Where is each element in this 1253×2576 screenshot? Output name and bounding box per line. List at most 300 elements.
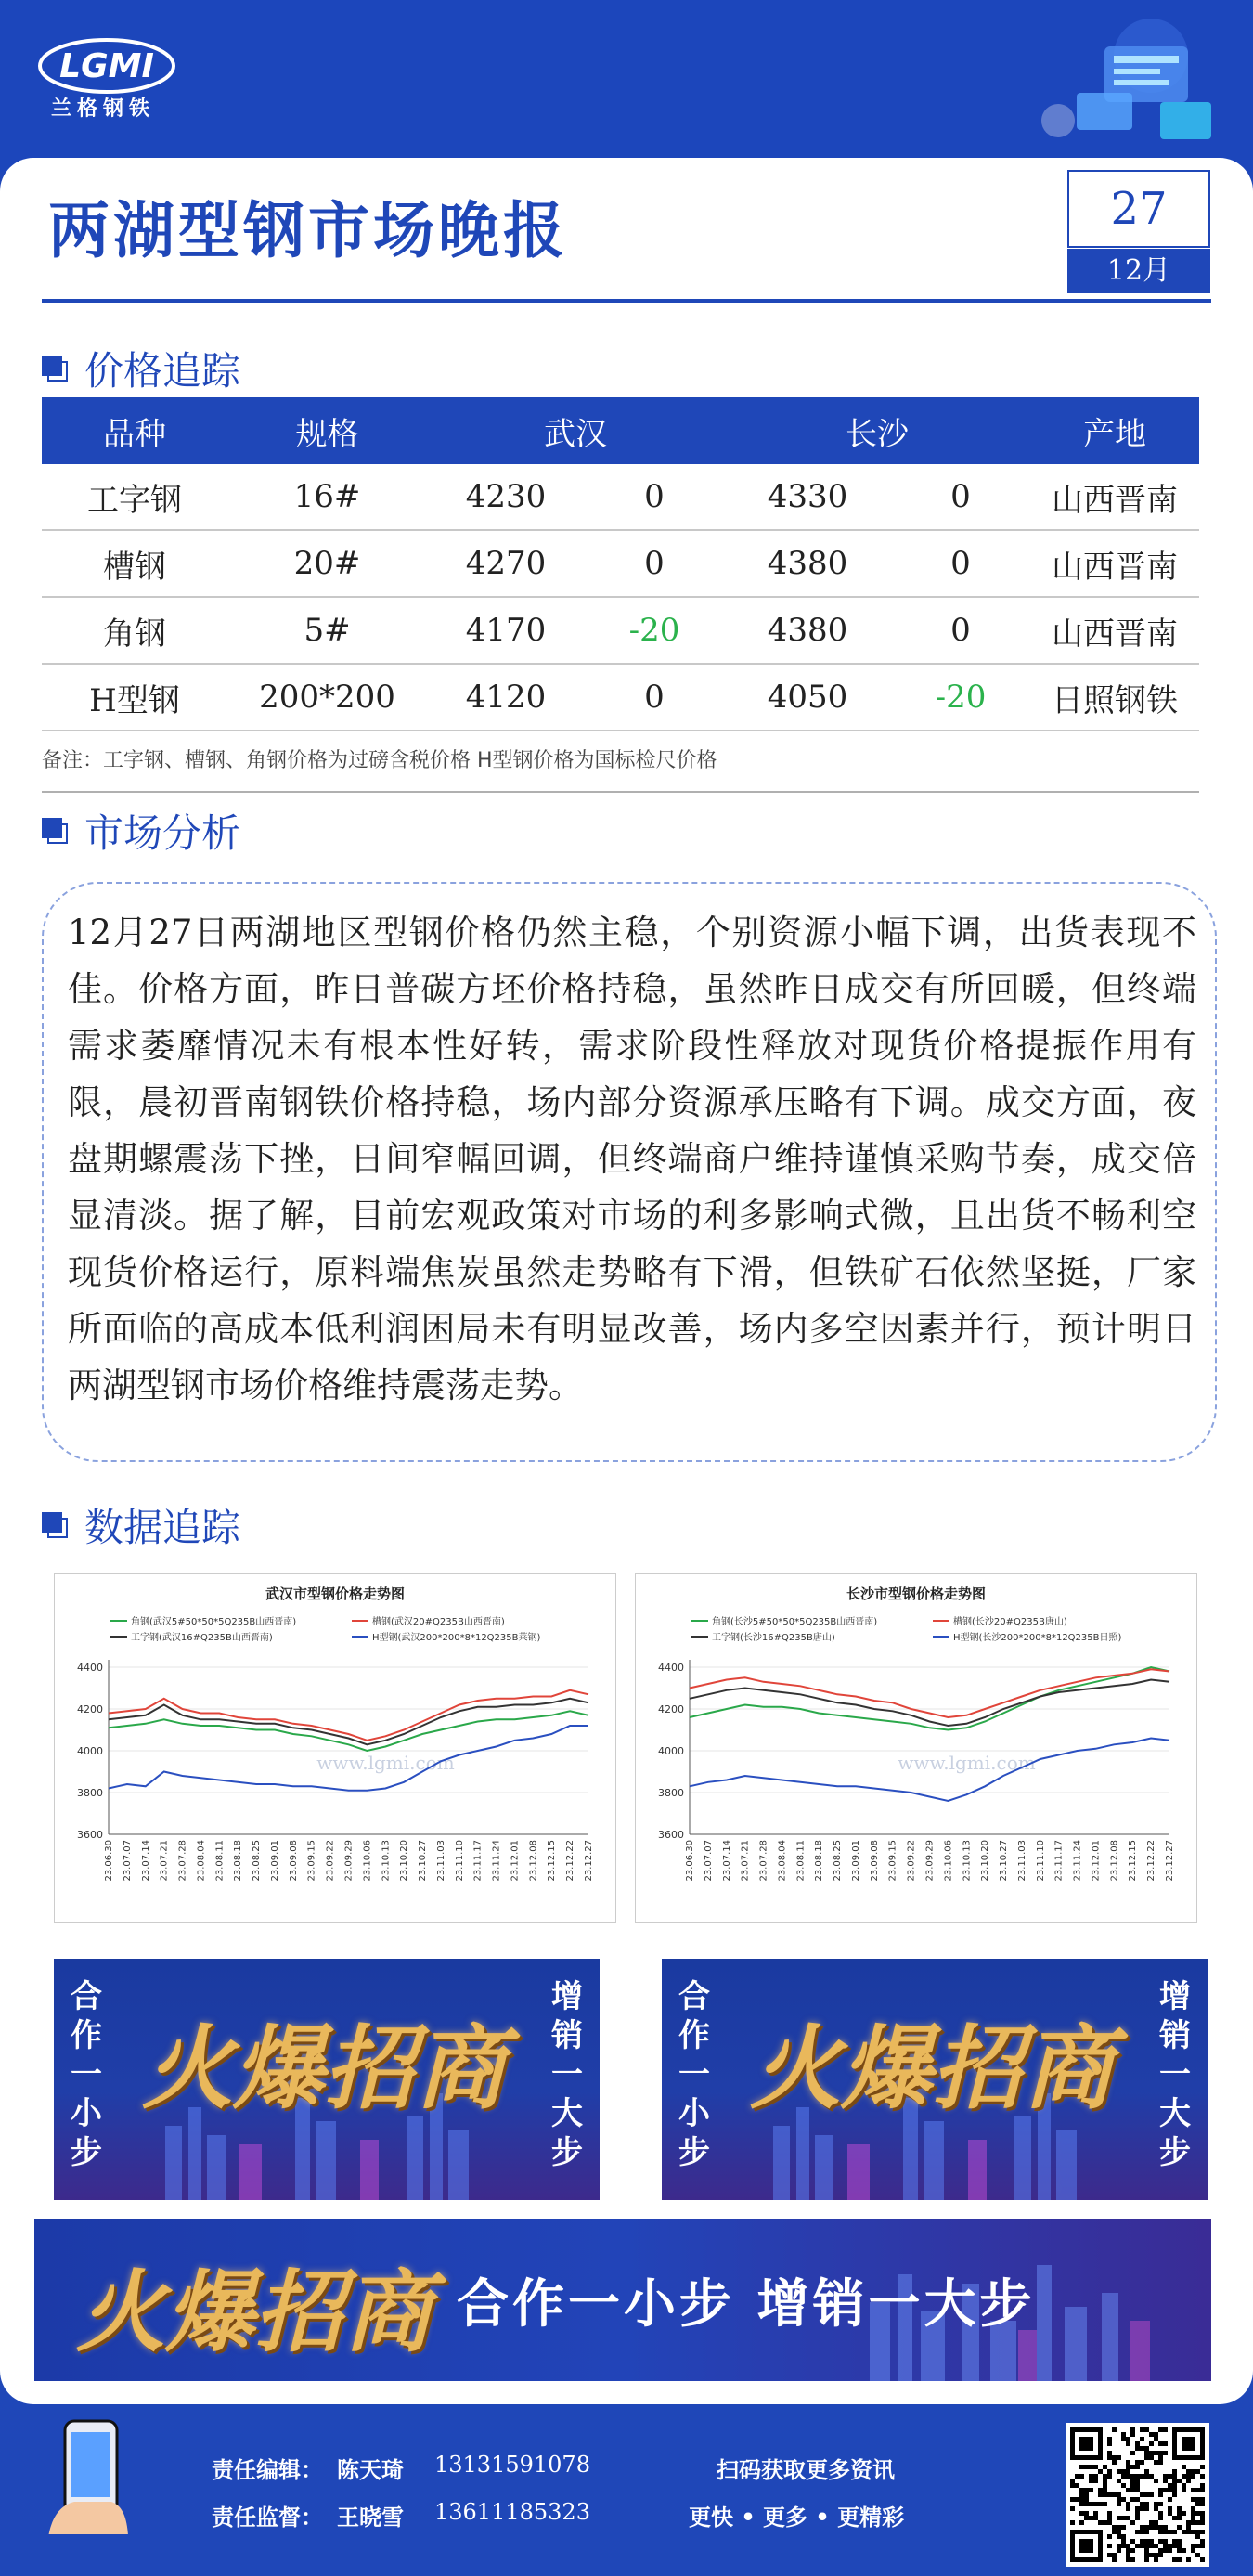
qr-module — [1103, 2483, 1107, 2488]
qr-module — [1182, 2465, 1186, 2469]
qr-module — [1135, 2479, 1140, 2483]
qr-module — [1168, 2506, 1172, 2511]
qr-finder — [1182, 2437, 1195, 2451]
cell-spec: 20# — [227, 530, 427, 597]
qr-module — [1140, 2474, 1144, 2479]
qr-module — [1089, 2502, 1093, 2506]
qr-module — [1182, 2474, 1186, 2479]
cell-origin: 山西晋南 — [1030, 530, 1199, 597]
cell-changsha-change: 0 — [891, 530, 1030, 597]
qr-module — [1126, 2441, 1130, 2446]
qr-module — [1140, 2446, 1144, 2451]
qr-module — [1191, 2469, 1195, 2474]
section-square-icon — [42, 818, 68, 844]
qr-module — [1144, 2525, 1149, 2530]
qr-module — [1172, 2544, 1177, 2548]
y-tick-label: 4400 — [77, 1662, 103, 1674]
vertical-text-left: 合作一小步 — [71, 1978, 102, 2171]
cell-wuhan-price: 4230 — [427, 464, 585, 530]
qr-module — [1182, 2483, 1186, 2488]
qr-module — [1144, 2469, 1149, 2474]
qr-module — [1163, 2488, 1168, 2492]
qr-module — [1144, 2446, 1149, 2451]
qr-module — [1172, 2474, 1177, 2479]
qr-module — [1163, 2441, 1168, 2446]
qr-module — [1121, 2534, 1126, 2539]
qr-module — [1191, 2488, 1195, 2492]
x-tick-label: 23.10.13 — [962, 1840, 973, 1882]
cell-wuhan-change: 0 — [585, 664, 724, 731]
qr-module — [1112, 2492, 1117, 2497]
qr-module — [1130, 2520, 1135, 2525]
table-row — [42, 530, 1199, 597]
x-tick-label: 23.06.30 — [685, 1840, 695, 1882]
x-tick-label: 23.10.27 — [999, 1840, 1010, 1882]
qr-module — [1182, 2511, 1186, 2516]
qr-code[interactable] — [1066, 2423, 1209, 2567]
qr-module — [1200, 2520, 1205, 2525]
qr-module — [1144, 2474, 1149, 2479]
qr-module — [1200, 2539, 1205, 2544]
cell-origin: 山西晋南 — [1030, 464, 1199, 530]
qr-module — [1126, 2502, 1130, 2506]
qr-module — [1144, 2548, 1149, 2553]
cell-wuhan-change: 0 — [585, 530, 724, 597]
qr-module — [1107, 2520, 1112, 2525]
qr-module — [1093, 2474, 1098, 2479]
qr-module — [1135, 2460, 1140, 2465]
tech-illustration — [1021, 9, 1225, 167]
qr-module — [1163, 2474, 1168, 2479]
cell-changsha-price: 4330 — [724, 464, 891, 530]
qr-module — [1144, 2530, 1149, 2534]
x-tick-label: 23.10.20 — [399, 1840, 410, 1882]
qr-module — [1107, 2544, 1112, 2548]
cell-wuhan-price: 4120 — [427, 664, 585, 731]
qr-module — [1075, 2497, 1079, 2502]
legend-label: 槽钢(长沙20#Q235B唐山) — [953, 1617, 1067, 1627]
qr-module — [1149, 2474, 1154, 2479]
cell-origin: 日照钢铁 — [1030, 664, 1199, 731]
qr-module — [1163, 2451, 1168, 2455]
series-line — [109, 1711, 588, 1751]
qr-module — [1195, 2553, 1200, 2557]
banner-slogan: 火爆招商 — [76, 2259, 433, 2364]
qr-module — [1154, 2506, 1158, 2511]
qr-module — [1089, 2465, 1093, 2469]
qr-module — [1195, 2497, 1200, 2502]
qr-module — [1117, 2502, 1121, 2506]
qr-module — [1084, 2516, 1089, 2520]
qr-module — [1130, 2479, 1135, 2483]
qr-module — [1154, 2557, 1158, 2562]
qr-module — [1163, 2544, 1168, 2548]
qr-module — [1098, 2488, 1103, 2492]
qr-module — [1195, 2530, 1200, 2534]
qr-module — [1144, 2539, 1149, 2544]
section-data-heading — [42, 1497, 240, 1553]
qr-module — [1135, 2530, 1140, 2534]
cell-spec: 16# — [227, 464, 427, 530]
x-tick-label: 23.12.22 — [1146, 1840, 1157, 1882]
chart-changsha — [635, 1573, 1197, 1923]
qr-module — [1126, 2460, 1130, 2465]
x-tick-label: 23.09.15 — [887, 1840, 898, 1882]
qr-module — [1191, 2520, 1195, 2525]
qr-module — [1149, 2441, 1154, 2446]
qr-module — [1191, 2516, 1195, 2520]
supervisor-name: 王晓雪 — [337, 2504, 404, 2531]
qr-module — [1103, 2502, 1107, 2506]
qr-module — [1089, 2516, 1093, 2520]
x-tick-label: 23.12.08 — [1109, 1840, 1120, 1882]
qr-module — [1107, 2469, 1112, 2474]
qr-module — [1158, 2460, 1163, 2465]
table-row — [42, 664, 1199, 731]
qr-module — [1163, 2427, 1168, 2432]
ad-banner-left[interactable] — [54, 1959, 600, 2200]
qr-module — [1117, 2525, 1121, 2530]
qr-module — [1186, 2530, 1191, 2534]
qr-module — [1130, 2548, 1135, 2553]
qr-module — [1126, 2557, 1130, 2562]
section-square-icon — [42, 356, 68, 382]
y-tick-label: 4000 — [658, 1745, 684, 1757]
date-day: 27 — [1067, 170, 1210, 248]
qr-module — [1154, 2544, 1158, 2548]
qr-module — [1117, 2497, 1121, 2502]
qr-module — [1163, 2525, 1168, 2530]
vertical-text-right: 增销一大步 — [1159, 1978, 1191, 2171]
qr-module — [1103, 2474, 1107, 2479]
legend-label: H型钢(长沙200*200*8*12Q235B日照) — [953, 1633, 1122, 1643]
x-tick-label: 23.08.25 — [252, 1840, 263, 1882]
qr-module — [1149, 2520, 1154, 2525]
qr-module — [1126, 2488, 1130, 2492]
qr-module — [1121, 2432, 1126, 2437]
banner-slogan: 火爆招商 — [142, 2015, 507, 2122]
qr-module — [1079, 2511, 1084, 2516]
section-analysis-label: 市场分析 — [84, 810, 241, 856]
qr-module — [1135, 2483, 1140, 2488]
scan-text: 扫码获取更多资讯 — [717, 2456, 895, 2483]
x-tick-label: 23.07.14 — [721, 1840, 732, 1882]
qr-module — [1135, 2511, 1140, 2516]
qr-module — [1135, 2465, 1140, 2469]
qr-module — [1135, 2497, 1140, 2502]
qr-module — [1140, 2427, 1144, 2432]
qr-module — [1107, 2553, 1112, 2557]
qr-module — [1070, 2479, 1075, 2483]
x-tick-label: 23.09.29 — [343, 1840, 355, 1882]
qr-module — [1154, 2553, 1158, 2557]
qr-module — [1154, 2451, 1158, 2455]
qr-module — [1135, 2506, 1140, 2511]
qr-module — [1158, 2502, 1163, 2506]
x-tick-label: 23.09.29 — [924, 1840, 936, 1882]
x-tick-label: 23.12.15 — [1128, 1840, 1139, 1882]
header-origin: 产地 — [1030, 397, 1199, 464]
cell-changsha-price: 4380 — [724, 530, 891, 597]
qr-module — [1140, 2502, 1144, 2506]
qr-module — [1168, 2497, 1172, 2502]
qr-module — [1079, 2474, 1084, 2479]
qr-module — [1121, 2483, 1126, 2488]
qr-module — [1121, 2544, 1126, 2548]
x-tick-label: 23.10.06 — [943, 1840, 954, 1882]
qr-module — [1182, 2530, 1186, 2534]
qr-module — [1130, 2451, 1135, 2455]
x-tick-label: 23.10.20 — [980, 1840, 991, 1882]
qr-module — [1168, 2511, 1172, 2516]
qr-module — [1158, 2488, 1163, 2492]
x-tick-label: 23.12.27 — [584, 1840, 594, 1882]
legend-label: 工字钢(长沙16#Q235B唐山) — [712, 1633, 835, 1643]
qr-module — [1200, 2488, 1205, 2492]
qr-module — [1107, 2451, 1112, 2455]
watermark: www.lgmi.com — [898, 1752, 1036, 1774]
qr-module — [1186, 2557, 1191, 2562]
qr-module — [1075, 2474, 1079, 2479]
qr-module — [1200, 2502, 1205, 2506]
x-tick-label: 23.07.14 — [140, 1840, 151, 1882]
x-tick-label: 23.11.10 — [454, 1840, 465, 1882]
x-tick-label: 23.11.03 — [1016, 1840, 1027, 1882]
qr-module — [1103, 2465, 1107, 2469]
qr-module — [1200, 2516, 1205, 2520]
y-tick-label: 4000 — [77, 1745, 103, 1757]
x-tick-label: 23.12.15 — [547, 1840, 558, 1882]
qr-module — [1075, 2483, 1079, 2488]
qr-module — [1186, 2479, 1191, 2483]
qr-module — [1168, 2474, 1172, 2479]
qr-module — [1200, 2557, 1205, 2562]
ad-banner-wide[interactable] — [34, 2219, 1211, 2381]
logo-subtitle: 兰格钢铁 — [51, 97, 156, 121]
legend-label: 槽钢(武汉20#Q235B山西晋南) — [372, 1617, 505, 1627]
cell-changsha-price: 4380 — [724, 597, 891, 664]
qr-module — [1130, 2474, 1135, 2479]
qr-module — [1126, 2516, 1130, 2520]
qr-module — [1144, 2506, 1149, 2511]
x-tick-label: 23.11.24 — [1072, 1840, 1083, 1882]
y-tick-label: 3800 — [658, 1787, 684, 1799]
qr-module — [1112, 2427, 1117, 2432]
qr-module — [1154, 2460, 1158, 2465]
qr-module — [1121, 2437, 1126, 2441]
qr-module — [1177, 2548, 1182, 2553]
qr-module — [1089, 2474, 1093, 2479]
x-tick-label: 23.08.04 — [196, 1840, 207, 1882]
series-line — [109, 1699, 588, 1745]
qr-module — [1182, 2548, 1186, 2553]
qr-module — [1084, 2465, 1089, 2469]
qr-module — [1144, 2544, 1149, 2548]
editor-phone: 13131591078 — [434, 2452, 590, 2478]
qr-module — [1149, 2553, 1154, 2557]
qr-module — [1130, 2539, 1135, 2544]
x-tick-label: 23.09.22 — [906, 1840, 917, 1882]
qr-module — [1140, 2437, 1144, 2441]
qr-module — [1107, 2437, 1112, 2441]
qr-module — [1149, 2432, 1154, 2437]
qr-module — [1163, 2530, 1168, 2534]
qr-module — [1098, 2520, 1103, 2525]
y-tick-label: 3800 — [77, 1787, 103, 1799]
qr-module — [1158, 2525, 1163, 2530]
lgmi-logo — [37, 33, 176, 98]
qr-module — [1158, 2548, 1163, 2553]
editor-name: 陈天琦 — [337, 2456, 404, 2483]
qr-module — [1093, 2465, 1098, 2469]
qr-module — [1158, 2553, 1163, 2557]
qr-module — [1093, 2479, 1098, 2483]
analysis-text: 12月27日两湖地区型钢价格仍然主稳，个别资源小幅下调，出货表现不佳。价格方面，昨日普碳方坯价格持稳，虽然昨日成交有所回暖，但终端需求萎靡情况未有根本性好转，需求阶段性释放对现货价格提振作用有限，晨初晋南钢铁价格持稳，场内部分资源承压略有下调。成交方面，夜盘期螺震荡下挫，日间窄幅回调，但终端商户维持谨慎采购节奏，成交倍显清淡。据了解，目前宏观政策对市场的利多影响式微，且出货不畅利空现货价格运行，原料端焦炭虽然走势略有下滑，但铁矿石依然坚挺，厂家所面临的高成本低利润困局未有明显改善，场内多空因素并行，预计明日两湖型钢市场价格维持震荡走势。 — [42, 882, 1217, 1462]
qr-module — [1126, 2469, 1130, 2474]
qr-module — [1195, 2511, 1200, 2516]
vertical-text-left: 合作一小步 — [678, 1978, 710, 2171]
qr-finder — [1079, 2539, 1093, 2553]
qr-module — [1093, 2502, 1098, 2506]
qr-module — [1112, 2553, 1117, 2557]
qr-module — [1098, 2502, 1103, 2506]
qr-module — [1126, 2548, 1130, 2553]
qr-module — [1191, 2544, 1195, 2548]
qr-module — [1177, 2557, 1182, 2562]
qr-module — [1070, 2506, 1075, 2511]
qr-module — [1177, 2544, 1182, 2548]
qr-module — [1107, 2441, 1112, 2446]
qr-module — [1154, 2479, 1158, 2483]
qr-module — [1079, 2488, 1084, 2492]
qr-module — [1135, 2544, 1140, 2548]
qr-module — [1168, 2530, 1172, 2534]
qr-finder — [1079, 2437, 1093, 2451]
qr-module — [1070, 2497, 1075, 2502]
qr-module — [1149, 2525, 1154, 2530]
qr-module — [1163, 2479, 1168, 2483]
qr-module — [1117, 2492, 1121, 2497]
qr-module — [1158, 2427, 1163, 2432]
qr-module — [1103, 2488, 1107, 2492]
section-price-label: 价格追踪 — [84, 348, 241, 394]
qr-module — [1195, 2488, 1200, 2492]
qr-module — [1130, 2483, 1135, 2488]
qr-module — [1121, 2516, 1126, 2520]
x-tick-label: 23.07.07 — [703, 1840, 714, 1882]
x-tick-label: 23.07.07 — [122, 1840, 133, 1882]
qr-module — [1140, 2530, 1144, 2534]
footer-slogan: 更快 • 更多 • 更精彩 — [689, 2504, 905, 2531]
qr-module — [1079, 2492, 1084, 2497]
qr-module — [1070, 2483, 1075, 2488]
qr-module — [1149, 2544, 1154, 2548]
qr-module — [1168, 2544, 1172, 2548]
qr-module — [1200, 2483, 1205, 2488]
qr-module — [1079, 2465, 1084, 2469]
qr-module — [1084, 2511, 1089, 2516]
qr-module — [1200, 2497, 1205, 2502]
qr-module — [1195, 2520, 1200, 2525]
note-divider — [42, 791, 1199, 793]
x-tick-label: 23.12.22 — [565, 1840, 576, 1882]
qr-module — [1177, 2516, 1182, 2520]
price-table — [42, 397, 1199, 731]
x-tick-label: 23.08.04 — [777, 1840, 788, 1882]
qr-module — [1177, 2479, 1182, 2483]
qr-pattern-icon — [1066, 2423, 1209, 2567]
qr-module — [1158, 2451, 1163, 2455]
x-tick-label: 23.09.15 — [306, 1840, 317, 1882]
ad-banner-right[interactable] — [662, 1959, 1208, 2200]
supervisor-label: 责任监督： — [212, 2504, 323, 2531]
qr-module — [1186, 2520, 1191, 2525]
qr-module — [1149, 2539, 1154, 2544]
qr-module — [1140, 2525, 1144, 2530]
cell-origin: 山西晋南 — [1030, 597, 1199, 664]
cell-changsha-price: 4050 — [724, 664, 891, 731]
qr-module — [1130, 2488, 1135, 2492]
qr-module — [1098, 2469, 1103, 2474]
cell-product: 工字钢 — [42, 464, 227, 530]
qr-module — [1144, 2502, 1149, 2506]
header-product: 品种 — [42, 397, 227, 464]
qr-module — [1140, 2460, 1144, 2465]
qr-module — [1135, 2516, 1140, 2520]
chart-title: 武汉市型钢价格走势图 — [265, 1586, 406, 1602]
x-tick-label: 23.10.06 — [362, 1840, 373, 1882]
section-square-icon — [42, 1512, 68, 1538]
table-row — [42, 597, 1199, 664]
qr-module — [1140, 2544, 1144, 2548]
qr-module — [1103, 2520, 1107, 2525]
qr-module — [1144, 2557, 1149, 2562]
qr-module — [1084, 2502, 1089, 2506]
qr-module — [1126, 2474, 1130, 2479]
x-tick-label: 23.10.13 — [381, 1840, 392, 1882]
y-tick-label: 4200 — [658, 1703, 684, 1715]
x-tick-label: 23.11.17 — [1053, 1840, 1065, 1882]
chart-wuhan — [54, 1573, 616, 1923]
qr-module — [1200, 2474, 1205, 2479]
qr-module — [1182, 2488, 1186, 2492]
vertical-text-right: 增销一大步 — [551, 1978, 583, 2171]
qr-module — [1172, 2516, 1177, 2520]
qr-module — [1126, 2465, 1130, 2469]
legend-label: 角钢(长沙5#50*50*5Q235B山西晋南) — [712, 1617, 878, 1627]
qr-module — [1112, 2557, 1117, 2562]
cell-spec: 5# — [227, 597, 427, 664]
chart-wuhan-svg — [55, 1574, 615, 1922]
wide-banner-text: 合作一小步 增销一大步 — [457, 2274, 1036, 2335]
qr-module — [1135, 2474, 1140, 2479]
qr-module — [1158, 2511, 1163, 2516]
qr-module — [1154, 2525, 1158, 2530]
qr-module — [1144, 2455, 1149, 2460]
qr-module — [1135, 2488, 1140, 2492]
y-tick-label: 3600 — [658, 1829, 684, 1841]
qr-module — [1079, 2502, 1084, 2506]
cell-wuhan-change: 0 — [585, 464, 724, 530]
qr-module — [1191, 2497, 1195, 2502]
qr-module — [1144, 2492, 1149, 2497]
qr-module — [1140, 2539, 1144, 2544]
x-tick-label: 23.10.27 — [418, 1840, 429, 1882]
phone-hand-icon — [37, 2414, 139, 2571]
qr-module — [1158, 2441, 1163, 2446]
qr-module — [1130, 2432, 1135, 2437]
qr-module — [1121, 2525, 1126, 2530]
